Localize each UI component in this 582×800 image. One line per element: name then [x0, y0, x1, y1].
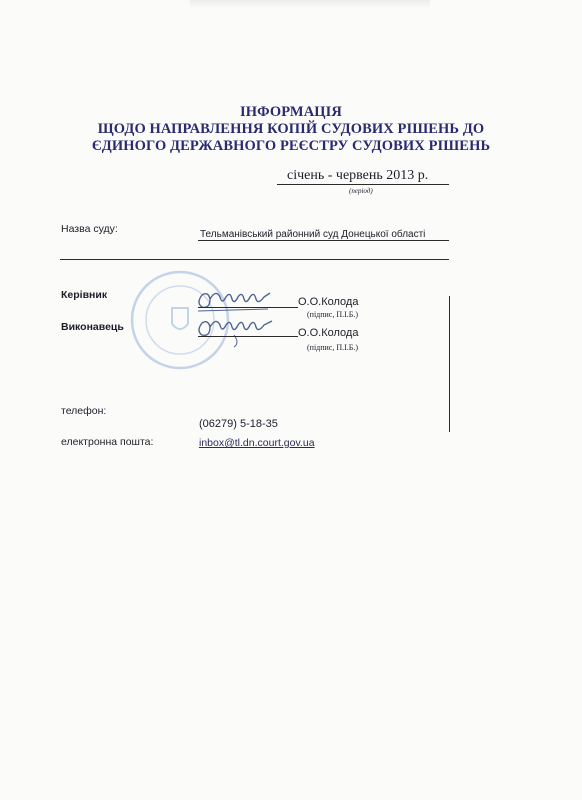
period-underline [277, 184, 449, 185]
executor-caption: (підпис, П.І.Б.) [307, 343, 359, 352]
executor-name: О.О.Колода [298, 327, 359, 339]
executor-label: Виконавець [61, 321, 124, 333]
email-label: електронна пошта: [61, 436, 154, 448]
court-underline [198, 240, 449, 241]
court-label: Назва суду: [61, 223, 118, 235]
head-caption: (підпис, П.І.Б.) [307, 310, 359, 319]
phone-label: телефон: [61, 405, 107, 417]
document-title-line2: ЩОДО НАПРАВЛЕННЯ КОПІЙ СУДОВИХ РІШЕНЬ ДО [97, 121, 485, 137]
document-title-line1: ІНФОРМАЦІЯ [240, 104, 342, 120]
email-value[interactable]: inbox@tl.dn.court.gov.ua [199, 437, 315, 449]
document-title-line3: ЄДИНОГО ДЕРЖАВНОГО РЕЄСТРУ СУДОВИХ РІШЕНЬ [91, 138, 491, 154]
court-value: Тельманівський районний суд Донецької області [200, 229, 426, 240]
head-name: О.О.Колода [298, 296, 359, 308]
right-border-line [449, 296, 450, 432]
phone-value: (06279) 5-18-35 [199, 418, 278, 430]
period-value: січень - червень 2013 р. [287, 168, 429, 183]
head-underline [198, 307, 298, 308]
head-signature [194, 285, 274, 315]
scan-shadow [190, 0, 430, 8]
separator-line [60, 259, 449, 260]
head-label: Керівник [61, 289, 108, 301]
period-caption: (період) [349, 187, 373, 195]
executor-signature [194, 313, 284, 349]
executor-underline [198, 336, 298, 337]
